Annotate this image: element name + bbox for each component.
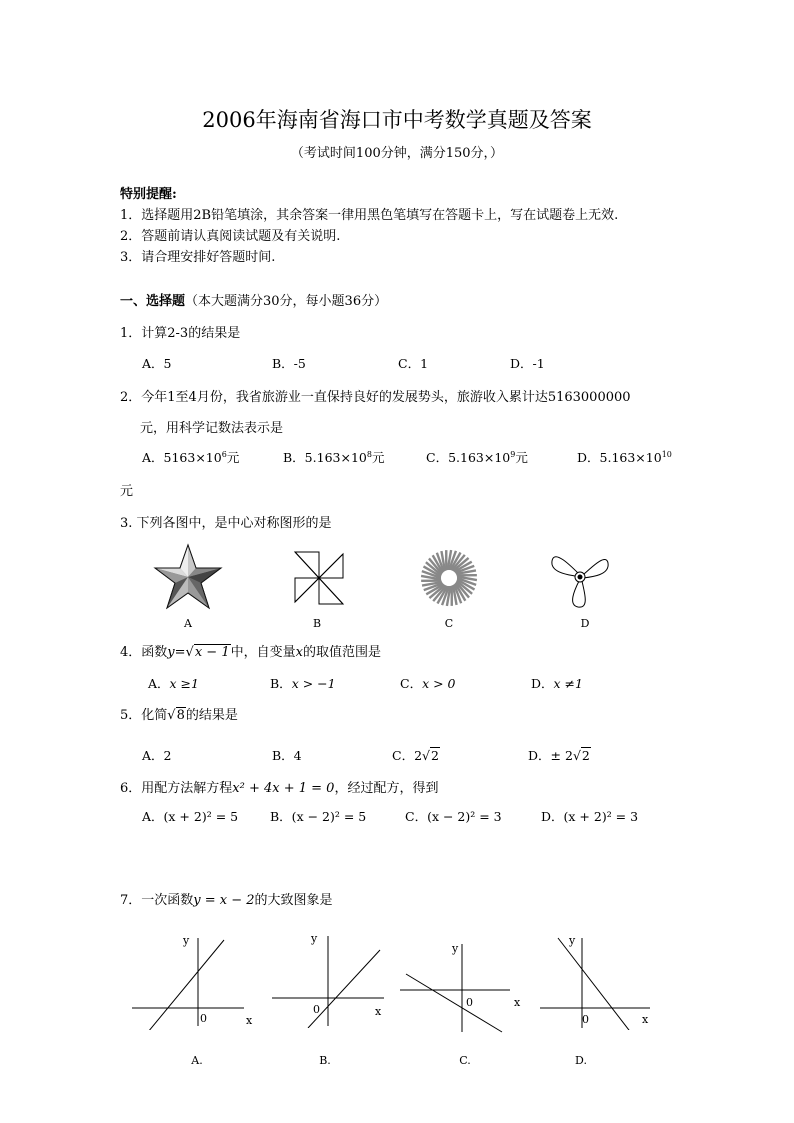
svg-text:x: x	[375, 1005, 382, 1018]
question-7-stem: 7．一次函数y = x − 2的大致图象是	[120, 893, 333, 908]
notice-item: 3．请合理安排好答题时间.	[120, 250, 276, 265]
q7-label-c: C.	[459, 1054, 471, 1067]
q2-option-b: B．$5.163\times 10^8$元	[283, 449, 385, 465]
q2-option-d: D．$5.163\times 10^{10}$	[577, 449, 672, 465]
notice-item: 2．答题前请认真阅读试题及有关说明.	[120, 229, 341, 244]
q4-option-a: A．x ≥1	[148, 676, 199, 691]
question-2-stem-cont: 元，用科学记数法表示是	[140, 421, 284, 436]
q2-option-c: C．$5.163\times 10^9$元	[426, 449, 528, 465]
fan-figure	[548, 547, 610, 609]
q3-label-c: C	[444, 617, 454, 630]
q3-label-d: D	[580, 617, 590, 630]
q1-option-a: A．5	[142, 356, 172, 371]
q6-option-c: C．(x − 2)² = 3	[405, 809, 502, 824]
q1-option-d: D．-1	[510, 356, 545, 371]
svg-text:x: x	[514, 996, 521, 1009]
q4-option-c: C．x > 0	[400, 676, 456, 691]
q3-label-a: A	[184, 617, 192, 630]
question-6-stem: 6．用配方法解方程x² + 4x + 1 = 0，经过配方，得到	[120, 781, 439, 796]
svg-text:0: 0	[313, 1003, 320, 1016]
svg-text:y: y	[311, 932, 318, 945]
star-figure	[152, 543, 224, 611]
q3-label-b: B	[312, 617, 322, 630]
question-1-stem: 1．计算2-3的结果是	[120, 326, 241, 341]
sunburst-figure	[419, 548, 479, 608]
svg-text:0: 0	[582, 1013, 589, 1026]
q5-option-b: B．4	[272, 748, 302, 763]
notice-heading: 特别提醒:	[120, 187, 177, 202]
graph-a	[128, 930, 258, 1030]
q6-option-d: D．(x + 2)² = 3	[541, 809, 639, 824]
graph-b	[268, 928, 398, 1028]
q5-option-c: C．2√2	[392, 748, 439, 763]
q5-option-a: A．2	[142, 748, 172, 763]
q2-option-d-unit: 元	[120, 484, 134, 499]
page-title: 2006年海南省海口市中考数学真题及答案	[202, 108, 592, 132]
svg-text:y: y	[569, 934, 576, 947]
question-3-stem: 3. 下列各图中，是中心对称图形的是	[120, 516, 332, 531]
q7-label-d: D.	[575, 1054, 587, 1067]
q1-option-b: B．-5	[272, 356, 306, 371]
q6-option-a: A．(x + 2)² = 5	[142, 809, 239, 824]
q4-option-b: B．x > −1	[270, 676, 336, 691]
svg-text:y: y	[452, 942, 459, 955]
graph-c	[398, 934, 528, 1034]
svg-text:0: 0	[466, 996, 473, 1009]
pinwheel-figure	[292, 550, 346, 606]
exam-info: （考试时间100分钟，满分150分，）	[290, 146, 504, 161]
section-heading	[120, 290, 387, 309]
question-4-stem: 4．函数y=√x − 1中，自变量x的取值范围是	[120, 645, 381, 660]
question-2-stem: 2．今年1至4月份，我省旅游业一直保持良好的发展势头，旅游收入累计达5163000000	[120, 390, 631, 405]
question-5-stem: 5．化简√8的结果是	[120, 708, 238, 723]
q7-label-b: B.	[319, 1054, 331, 1067]
section-note: （本大题满分30分，每小题36分）	[185, 294, 388, 309]
graph-d	[538, 930, 668, 1030]
q4-option-d: D．x ≠1	[531, 676, 583, 691]
svg-text:y: y	[183, 934, 190, 947]
svg-text:x: x	[642, 1013, 649, 1026]
q1-option-c: C．1	[398, 356, 429, 371]
section-title: 一、选择题	[120, 294, 186, 309]
svg-text:x: x	[246, 1014, 253, 1027]
q2-option-a: A．$5163\times 10^6$元	[142, 449, 240, 465]
q5-option-d: D．± 2√2	[528, 748, 590, 763]
svg-text:0: 0	[200, 1012, 207, 1025]
q7-label-a: A.	[191, 1054, 203, 1067]
notice-item: 1．选择题用2B铅笔填涂，其余答案一律用黑色笔填写在答题卡上，写在试题卷上无效.	[120, 208, 619, 223]
q6-option-b: B．(x − 2)² = 5	[270, 809, 367, 824]
